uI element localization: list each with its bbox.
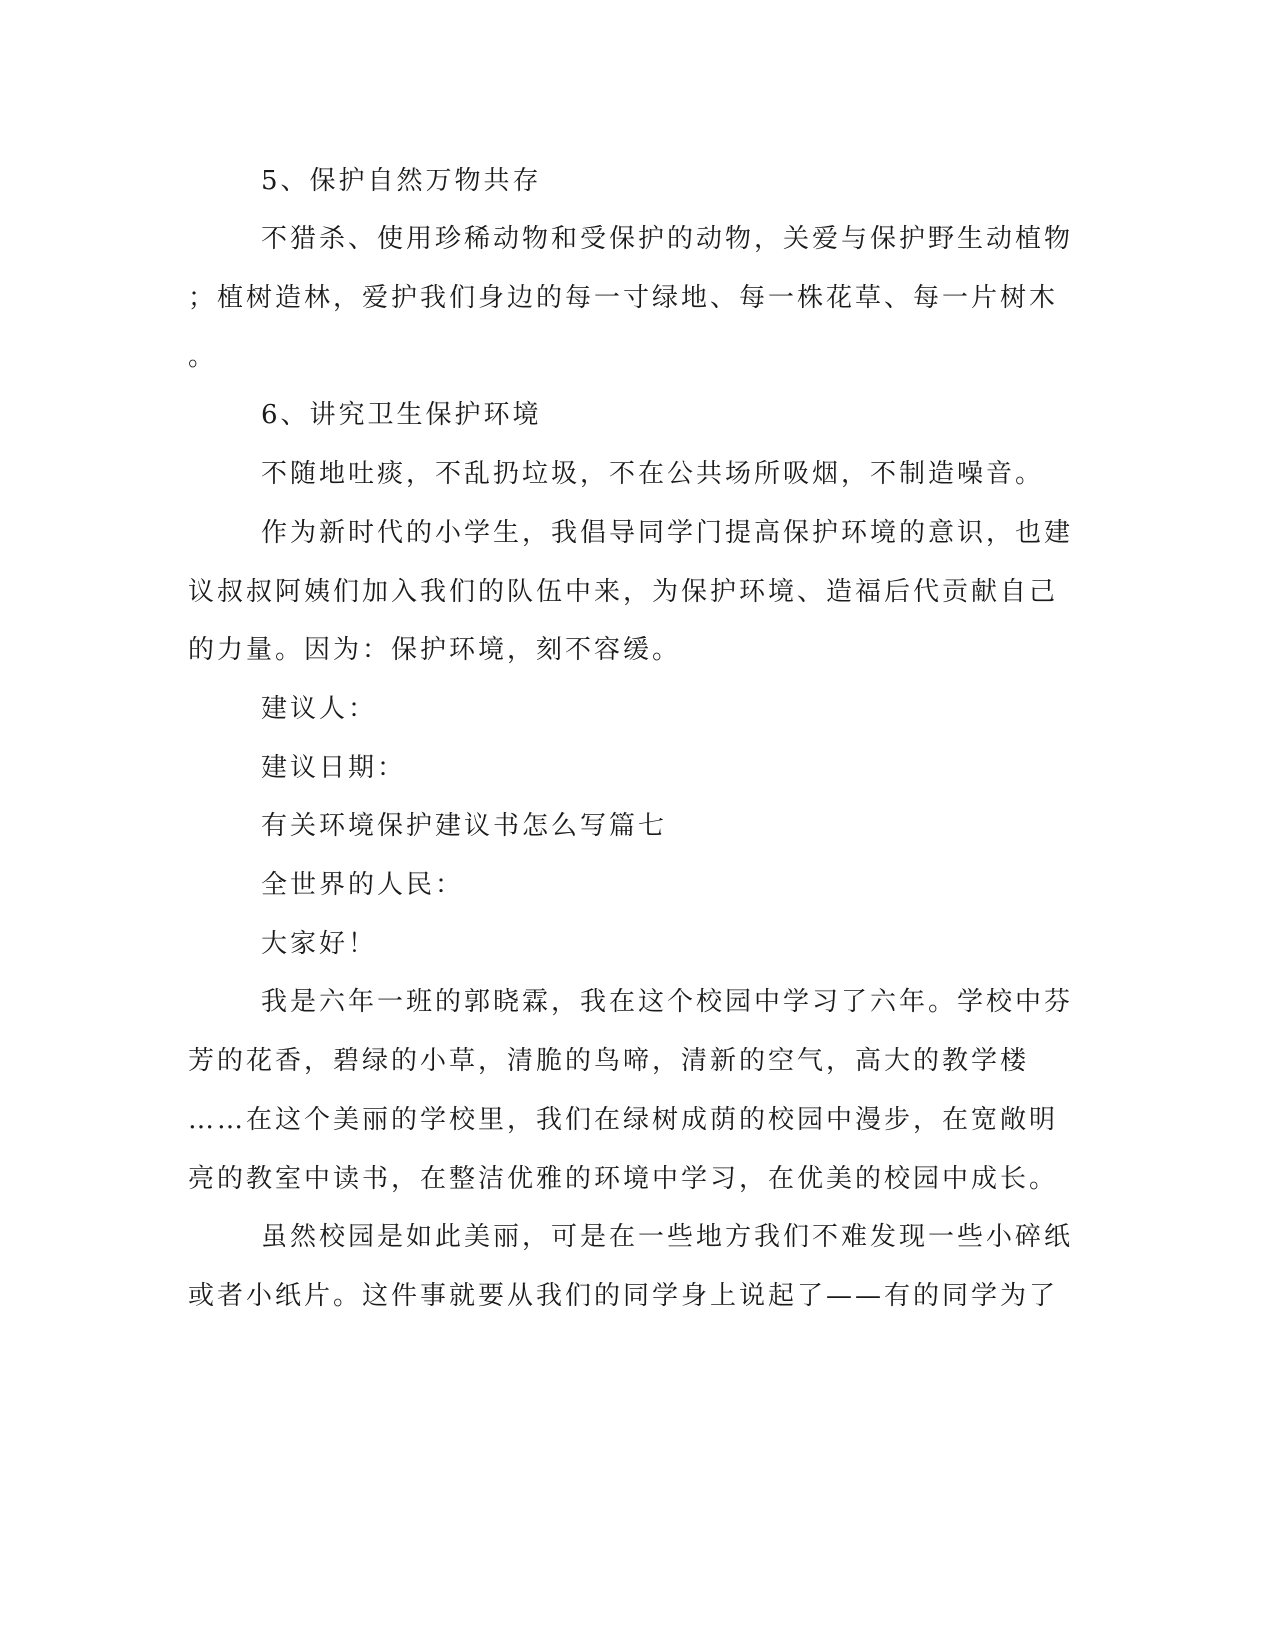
proposal-date-label: 建议日期： [261, 753, 407, 783]
paragraph-line: ……在这个美丽的学校里，我们在绿树成荫的校园中漫步，在宽敞明 [188, 1105, 1059, 1135]
paragraph-line: 我是六年一班的郭晓霖，我在这个校园中学习了六年。学校中芬 [261, 987, 1074, 1017]
paragraph-line: 不猎杀、使用珍稀动物和受保护的动物，关爱与保护野生动植物 [261, 224, 1074, 254]
paragraph-line: 或者小纸片。这件事就要从我们的同学身上说起了——有的同学为了 [188, 1281, 1059, 1311]
section-title: 有关环境保护建议书怎么写篇七 [261, 811, 668, 841]
salutation: 全世界的人民： [261, 870, 465, 900]
paragraph-line: 亮的教室中读书，在整洁优雅的环境中学习，在优美的校园中成长。 [188, 1164, 1059, 1194]
paragraph-line: 议叔叔阿姨们加入我们的队伍中来，为保护环境、造福后代贡献自己 [188, 577, 1059, 607]
paragraph-line: 芳的花香，碧绿的小草，清脆的鸟啼，清新的空气，高大的教学楼 [188, 1046, 1030, 1076]
paragraph-line: 作为新时代的小学生，我倡导同学门提高保护环境的意识，也建 [261, 518, 1074, 548]
section-heading-6: 6、讲究卫生保护环境 [261, 400, 542, 430]
paragraph-line: 的力量。因为：保护环境，刻不容缓。 [188, 635, 682, 665]
section-heading-5: 5、保护自然万物共存 [261, 166, 542, 196]
proposer-label: 建议人： [261, 694, 378, 724]
paragraph-line: ；植树造林，爱护我们身边的每一寸绿地、每一株花草、每一片树木 [188, 283, 1059, 313]
paragraph-line: 虽然校园是如此美丽，可是在一些地方我们不难发现一些小碎纸 [261, 1222, 1074, 1252]
paragraph-line: 。 [188, 342, 218, 372]
greeting: 大家好！ [261, 929, 378, 959]
paragraph-line: 不随地吐痰，不乱扔垃圾，不在公共场所吸烟，不制造噪音。 [261, 459, 1045, 489]
